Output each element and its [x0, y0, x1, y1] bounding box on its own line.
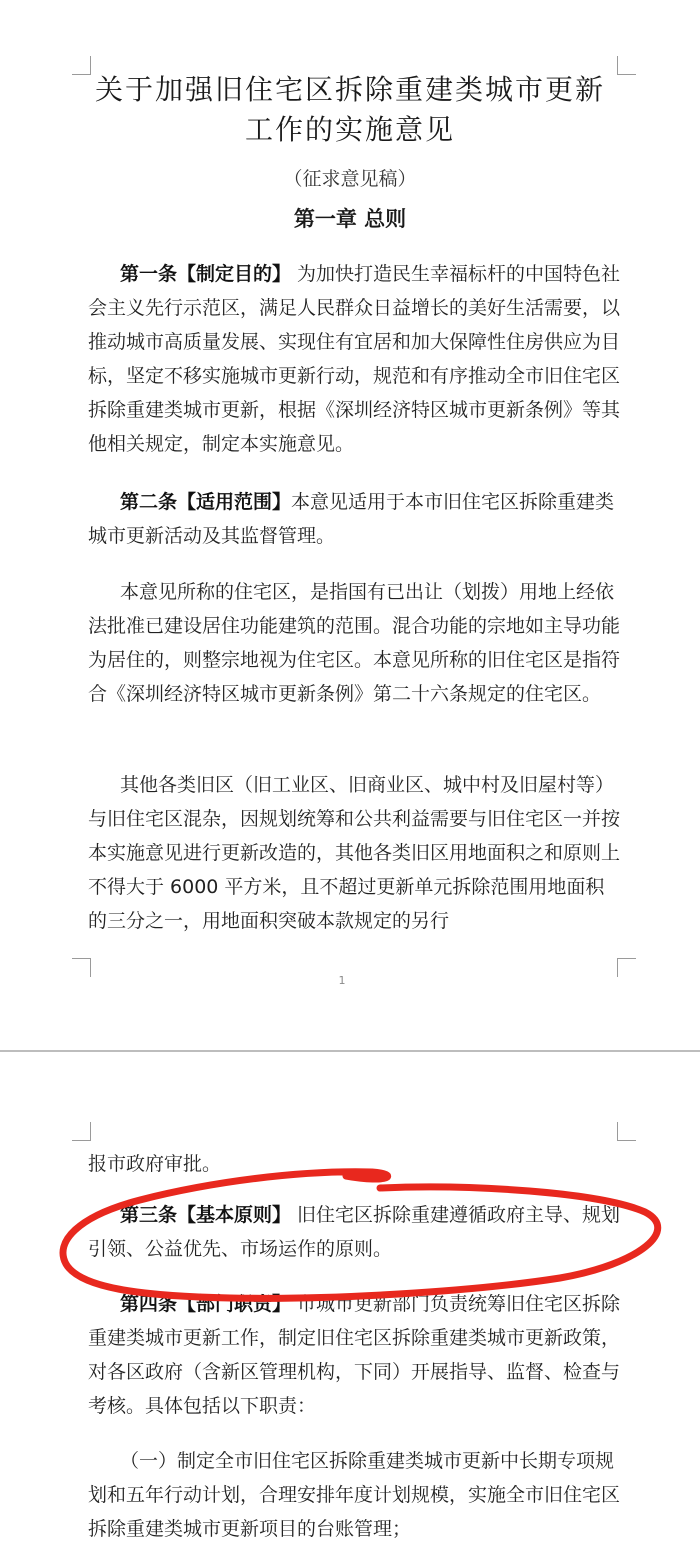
document-page-2 — [0, 1052, 700, 1555]
article-2-text: 本意见适用于本市旧住宅区拆除重建类城市更新活动及其监督管理。 — [88, 491, 615, 547]
article-3-paragraph — [88, 1198, 623, 1266]
article-2-label: 第二条【适用范围】 — [120, 491, 292, 513]
article-4-item-1: （一）制定全市旧住宅区拆除重建类城市更新中长期专项规划和五年行动计划，合理安排年度计划规模，实施全市旧住宅区拆除重建类城市更新项目的台账管理； — [88, 1450, 621, 1540]
chapter-heading: 第一章 总则 — [293, 207, 407, 231]
title-line-2: 工作的实施意见 — [244, 113, 455, 146]
article-3-text: 旧住宅区拆除重建遵循政府主导、规划引领、公益优先、市场运作的原则。 — [88, 1204, 621, 1260]
page-number: 1 — [338, 974, 346, 987]
margin-corner-bottom-right — [617, 958, 636, 977]
article-3-label: 第三条【基本原则】 — [120, 1204, 292, 1226]
margin-corner-bottom-left — [72, 958, 91, 977]
article-2-paragraph — [88, 485, 623, 553]
margin-corner-top-right — [617, 1122, 636, 1141]
article-2-clause-2: 本意见所称的住宅区，是指国有已出让（划拨）用地上经依法批准已建设居住功能建筑的范围。混合功能的宗地如主导功能为居住的，则整宗地视为住宅区。本意见所称的旧住宅区是指符合《深圳经济特区城市更新条例》第二十六条规定的住宅区。 — [88, 581, 621, 705]
margin-corner-top-left — [72, 1122, 91, 1141]
title-line-1: 关于加强旧住宅区拆除重建类城市更新 — [94, 73, 605, 106]
article-1-label: 第一条【制定目的】 — [120, 263, 292, 285]
article-4-label: 第四条【部门职责】 — [120, 1293, 292, 1315]
article-4-paragraph — [88, 1287, 623, 1423]
article-4-text: 市城市更新部门负责统筹旧住宅区拆除重建类城市更新工作，制定旧住宅区拆除重建类城市更新政策，对各区政府（含新区管理机构，下同）开展指导、监督、检查与考核。具体包括以下职责： — [88, 1293, 621, 1417]
document-title — [70, 70, 630, 150]
article-1-text: 为加快打造民生幸福标杆的中国特色社会主义先行示范区，满足人民群众日益增长的美好生活需要，以推动城市高质量发展、实现住有宜居和加大保障性住房供应为目标，坚定不移实施城市更新行动，规范和有序推动全市旧住宅区拆除重建类城市更新，根据《深圳经济特区城市更新条例》等其他相关规定，制定本实施意见。 — [88, 263, 621, 455]
article-2-clause-3: 其他各类旧区（旧工业区、旧商业区、城中村及旧屋村等）与旧住宅区混杂，因规划统筹和公共利益需要与旧住宅区一并按本实施意见进行更新改造的，其他各类旧区用地面积之和原则上不得大于 6000 平方米，且不超过更新单元拆除范围用地面积的三分之一，用地面积突破本款规定的另行 — [88, 774, 621, 932]
continued-text: 报市政府审批。 — [88, 1153, 222, 1175]
document-subtitle: （征求意见稿） — [283, 168, 417, 190]
article-1-paragraph — [88, 257, 623, 461]
